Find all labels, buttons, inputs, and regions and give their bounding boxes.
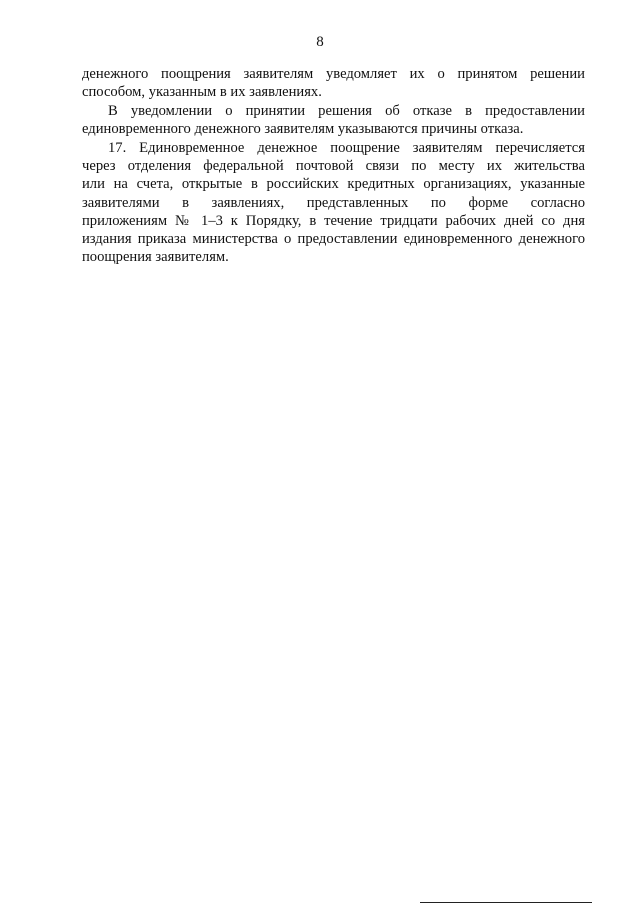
paragraph-line: поощрения заявителям. [82,249,229,265]
paragraph-line: единовременного денежного заявителям указываются причины отказа. [82,121,524,137]
paragraph-line: В уведомлении о принятии решения об отказе в предоставлении [108,103,585,119]
paragraph-line: способом, указанным в их заявлениях. [82,84,322,100]
footer-rule [420,902,592,903]
paragraph-line: денежного поощрения заявителям уведомляет их о принятом решении [82,66,585,82]
paragraph-line: или на счета, открытые в российских кредитных организациях, указанные [82,176,585,192]
paragraph-line: 17. Единовременное денежное поощрение заявителям перечисляется [108,140,585,156]
paragraph-line: через отделения федеральной почтовой связи по месту их жительства [82,158,585,174]
paragraph-line: приложениям № 1–3 к Порядку, в течение тридцати рабочих дней со дня [82,213,585,229]
page-number: 8 [316,34,324,50]
paragraph-line: издания приказа министерства о предоставлении единовременного денежного [82,231,585,247]
paragraph-line: заявителями в заявлениях, представленных по форме согласно [82,195,585,211]
